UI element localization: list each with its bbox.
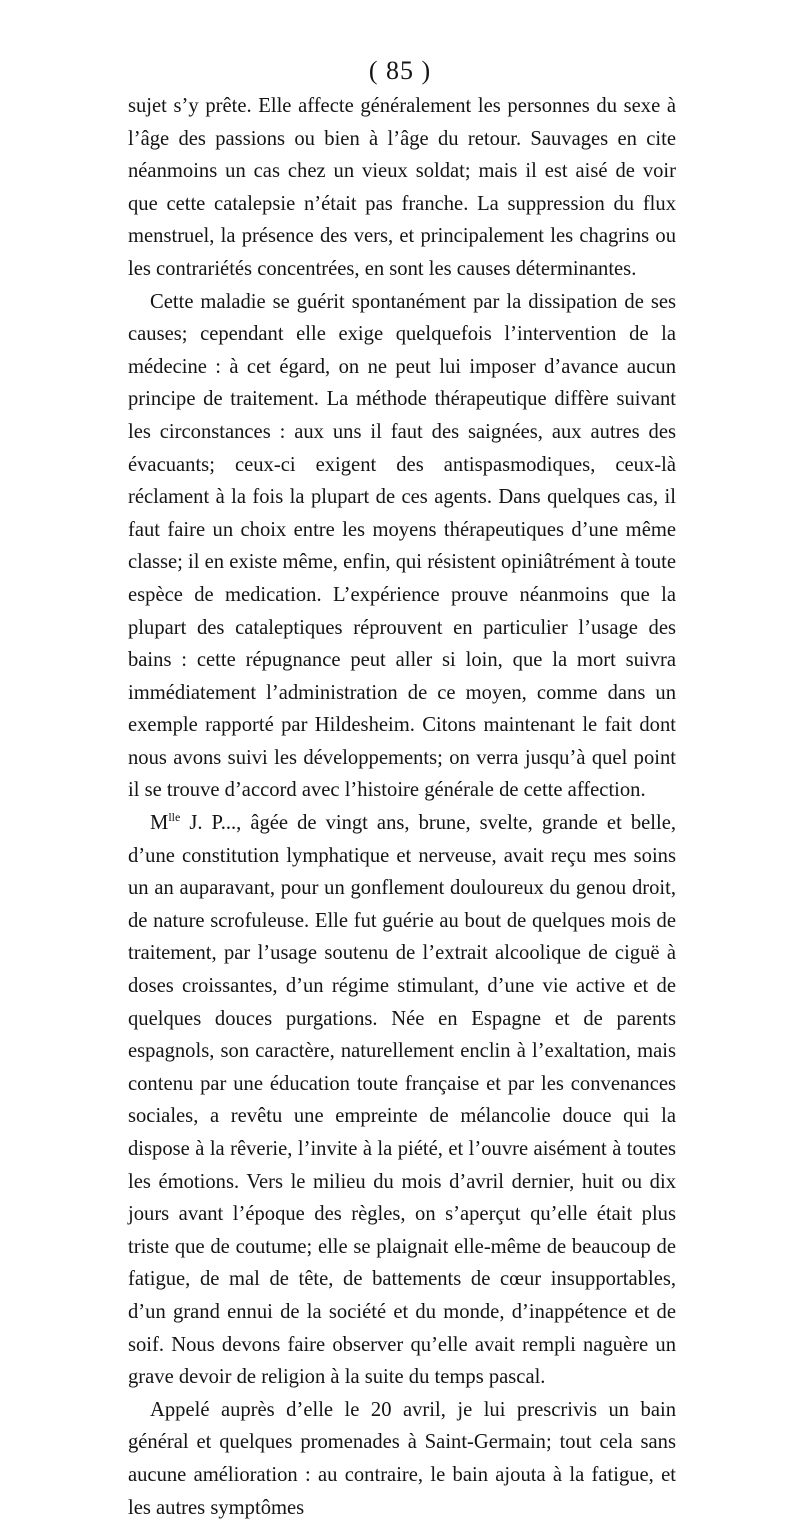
paragraph-treatment: Cette maladie se guérit spontanément par la dissipation de ses causes; cependant elle exige quelquefois l’intervention de la médecine : à cet égard, on ne peut lui imposer d’avance aucun principe de traitement. La méthode thérapeutique diffère suivant les circonstances : aux uns il faut des saignées, aux autres des évacuants; ceux-ci exigent des antispasmodiques, ceux-là réclament à la fois la plupart de ces agents. Dans quelques cas, il faut faire un choix entre les moyens thérapeutiques d’une même classe; il en existe même, enfin, qui résistent opiniâtrément à toute espèce de medication. L’expérience prouve néanmoins que la plupart des cataleptiques réprouvent en particulier l’usage des bains : cette répugnance peut aller si loin, que la mort suivra immédiatement l’administration de ce moyen, comme dans un exemple rapporté par Hildesheim. Citons maintenant le fait dont nous avons suivi les développements; on verra jusqu’à quel point il se trouve d’accord avec l’histoire générale de cette affection.: [128, 290, 676, 802]
body-text: [128, 90, 676, 1524]
paragraph-visit: Appelé auprès d’elle le 20 avril, je lui prescrivis un bain général et quelques promenades à Saint-Germain; tout cela sans aucune amélioration : au contraire, le bain ajouta à la fatigue, et les autres symptômes: [128, 1398, 676, 1519]
case-history-text: J. P..., âgée de vingt ans, brune, svelte, grande et belle, d’une constitution lymphatique et nerveuse, avait reçu mes soins un an auparavant, pour un gonflement douloureux du genou droit, de nature scrofuleuse. Elle fut guérie au bout de quelques mois de traitement, par l’usage soutenu de l’extrait alcoolique de ciguë à doses croissantes, d’un régime stimulant, d’une vie active et de quelques douces purgations. Née en Espagne et de parents espagnols, son caractère, naturellement enclin à l’exaltation, mais contenu par une éducation toute française et par les convenances sociales, a revêtu une empreinte de mélancolie douce qui la dispose à la rêverie, l’invite à la piété, et l’ouvre aisément à toutes les émotions. Vers le milieu du mois d’avril dernier, huit ou dix jours avant l’époque des règles, on s’aperçut qu’elle était plus triste que de coutume; elle se plaignait elle-même de beaucoup de fatigue, de mal de tête, de battements de cœur insupportables, d’un grand ennui de la société et du monde, d’inappétence et de soif. Nous devons faire observer qu’elle avait rempli naguère un grave devoir de religion à la suite du temps pascal.: [128, 812, 676, 1389]
title-abbreviation-superscript: lle: [168, 810, 181, 825]
paragraph-case-history: [128, 807, 676, 1394]
page-number: ( 85 ): [368, 56, 432, 85]
title-abbreviation: M: [150, 812, 169, 835]
paragraph-continuation: sujet s’y prête. Elle affecte généralement les personnes du sexe à l’âge des passions ou bien à l’âge du retour. Sauvages en cite néanmoins un cas chez un vieux soldat; mais il est aisé de voir que cette catalepsie n’était pas franche. La suppression du flux menstruel, la présence des vers, et principalement les chagrins ou les contrariétés concentrées, en sont les causes déterminantes.: [128, 95, 676, 280]
